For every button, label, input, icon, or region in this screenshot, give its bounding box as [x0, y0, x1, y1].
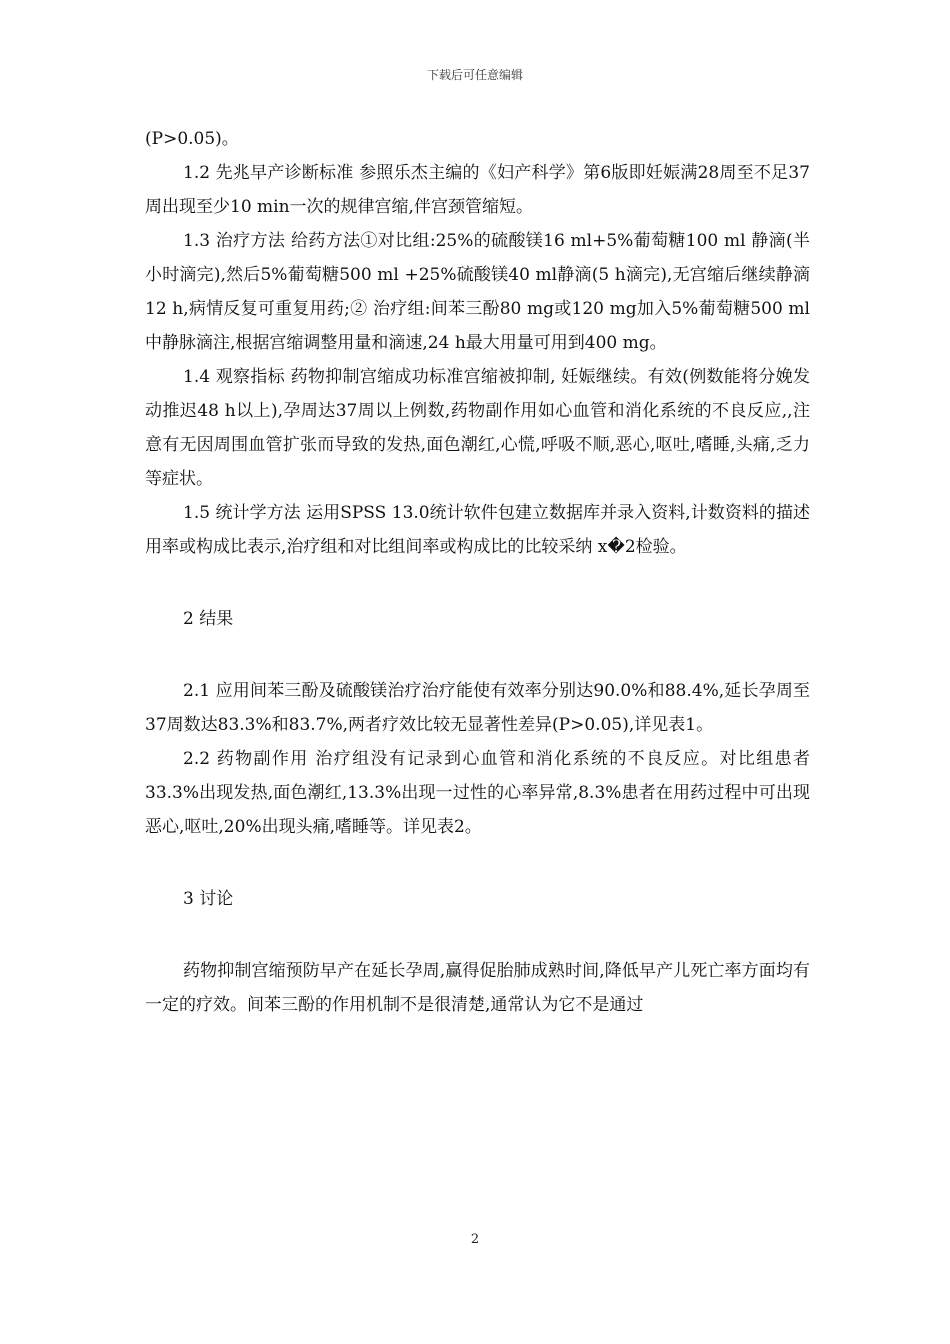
page-header: 下载后可任意编辑 [426, 68, 523, 82]
paragraph-1-5: 1.5 统计学方法 运用SPSS 13.0统计软件包建立数据库并录入资料,计数资料的描述用率或构成比表示,治疗组和对比组间率或构成比的比较采纳 x�2检验。 [145, 503, 810, 557]
paragraph-1-4: 1.4 观察指标 药物抑制宫缩成功标准宫缩被抑制, 妊娠继续。有效(例数能将分娩发动推迟48 h以上),孕周达37周以上例数,药物副作用如心血管和消化系统的不良反应,,注意有无因周围血管扩张而导致的发热,面色潮红,心慌,呼吸不顺,恶心,呕吐,嗜睡,头痛,乏力等症状。 [145, 367, 810, 489]
paragraph-continuation: (P>0.05)。 [145, 129, 239, 149]
section-heading-discussion: 3 讨论 [183, 889, 234, 909]
paragraph-2-1: 2.1 应用间苯三酚及硫酸镁治疗治疗能使有效率分别达90.0%和88.4%,延长孕周至37周数达83.3%和83.7%,两者疗效比较无显著性差异(P>0.05),详见表1。 [145, 681, 810, 735]
paragraph-1-2: 1.2 先兆早产诊断标准 参照乐杰主编的《妇产科学》第6版即妊娠满28周至不足37周出现至少10 min一次的规律宫缩,伴宫颈管缩短。 [145, 163, 810, 217]
document-body [145, 122, 810, 1022]
paragraph-discussion: 药物抑制宫缩预防早产在延长孕周,赢得促胎肺成熟时间,降低早产儿死亡率方面均有一定的疗效。间苯三酚的作用机制不是很清楚,通常认为它不是通过 [145, 961, 810, 1015]
page-number: 2 [470, 1232, 480, 1247]
paragraph-2-2: 2.2 药物副作用 治疗组没有记录到心血管和消化系统的不良反应。对比组患者33.3%出现发热,面色潮红,13.3%出现一过性的心率异常,8.3%患者在用药过程中可出现恶心,呕吐,20%出现头痛,嗜睡等。详见表2。 [145, 749, 810, 837]
section-heading-results: 2 结果 [183, 609, 234, 629]
paragraph-1-3: 1.3 治疗方法 给药方法①对比组:25%的硫酸镁16 ml+5%葡萄糖100 ml 静滴(半小时滴完),然后5%葡萄糖500 ml +25%硫酸镁40 ml静滴(5 h滴完),无宫缩后继续静滴12 h,病情反复可重复用药;② 治疗组:间苯三酚80 mg或120 mg加入5%葡萄糖500 ml中静脉滴注,根据宫缩调整用量和滴速,24 h最大用量可用到400 mg。 [145, 231, 810, 353]
